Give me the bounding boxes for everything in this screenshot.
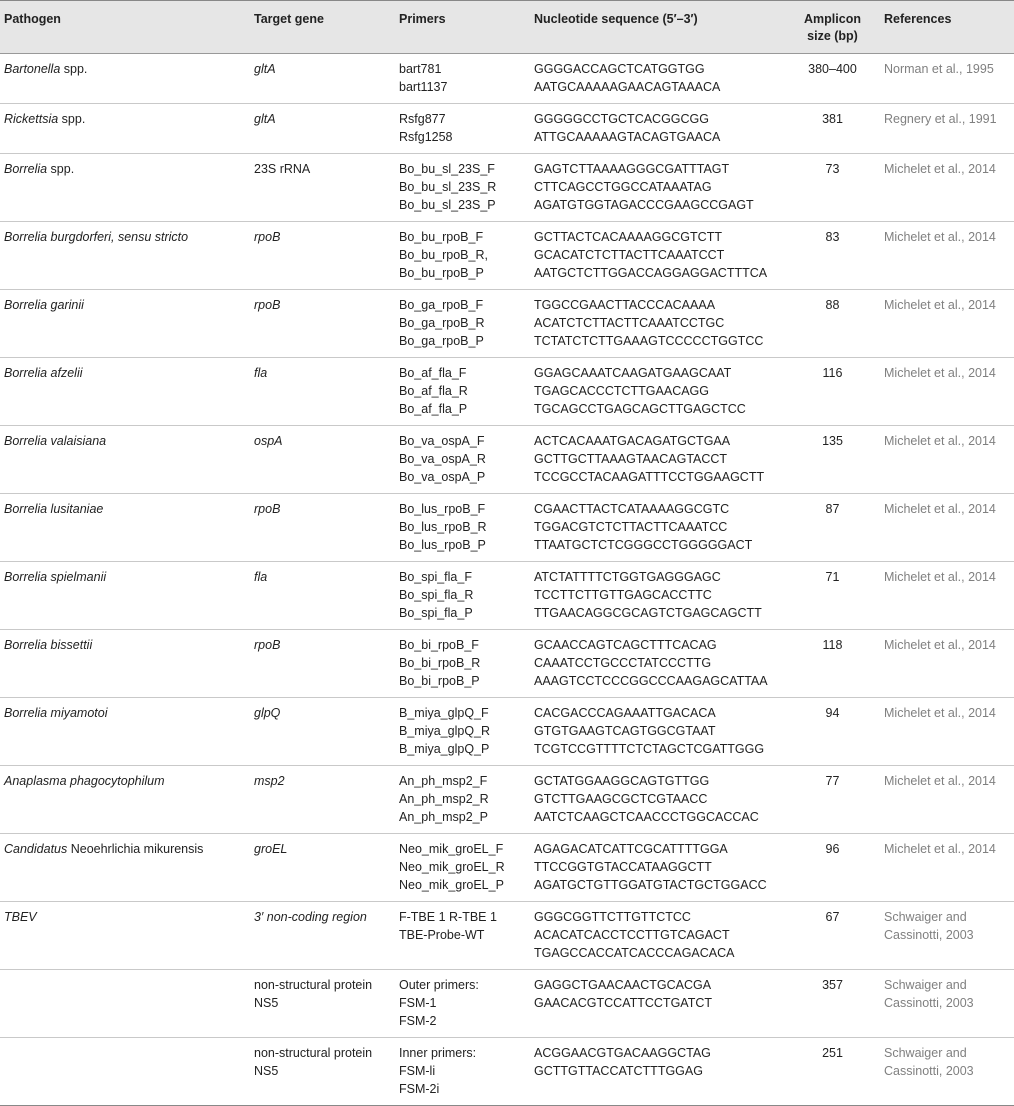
primer-name: Rsfg877 <box>399 112 446 126</box>
primers-cell <box>395 104 530 154</box>
target-gene-cell <box>250 562 395 630</box>
nucleotide-sequence: GCTTGTTACCATCTTTGGAG <box>534 1064 703 1078</box>
nucleotide-sequence: AATCTCAAGCTCAACCCTGGCACCAC <box>534 810 759 824</box>
amplicon-size-cell: 380–400 <box>785 54 880 104</box>
target-gene-cell <box>250 154 395 222</box>
table-row <box>0 766 1014 834</box>
reference-cell: Michelet et al., 2014 <box>880 290 1014 358</box>
primers-cell <box>395 54 530 104</box>
sequence-cell <box>530 358 785 426</box>
nucleotide-sequence: AATGCTCTTGGACCAGGAGGACTTTCA <box>534 266 768 280</box>
sequence-cell <box>530 698 785 766</box>
primers-cell <box>395 698 530 766</box>
nucleotide-sequence: GGGGGCCTGCTCACGGCGG <box>534 112 709 126</box>
target-gene: 23S rRNA <box>254 162 311 176</box>
pathogen-name-italic: Borrelia valaisiana <box>4 434 107 448</box>
primer-name: Bo_va_ospA_R <box>399 452 486 466</box>
target-gene-cell <box>250 426 395 494</box>
target-gene: rpoB <box>254 638 281 652</box>
target-gene: gltA <box>254 112 276 126</box>
header-target-gene: Target gene <box>250 1 395 54</box>
target-gene: rpoB <box>254 298 281 312</box>
primer-name: Bo_bi_rpoB_P <box>399 674 480 688</box>
nucleotide-sequence: TTGAACAGGCGCAGTCTGAGCAGCTT <box>534 606 762 620</box>
primers-cell <box>395 290 530 358</box>
pathogen-name-italic: Borrelia miyamotoi <box>4 706 108 720</box>
nucleotide-sequence: TGGCCGAACTTACCCACAAAA <box>534 298 716 312</box>
reference-cell: Schwaiger and Cassinotti, 2003 <box>880 1038 1014 1106</box>
amplicon-size-cell: 94 <box>785 698 880 766</box>
reference-cell: Michelet et al., 2014 <box>880 222 1014 290</box>
target-gene: 3′ non-coding region <box>254 910 367 924</box>
primers-cell <box>395 426 530 494</box>
primer-name: Inner primers: <box>399 1046 477 1060</box>
sequence-cell <box>530 766 785 834</box>
primer-name: Bo_va_ospA_F <box>399 434 485 448</box>
primer-name: Bo_ga_rpoB_F <box>399 298 484 312</box>
sequence-cell <box>530 104 785 154</box>
table-body <box>0 54 1014 1106</box>
primer-name: Neo_mik_groEL_F <box>399 842 504 856</box>
target-gene: ospA <box>254 434 283 448</box>
pathogen-name-italic: Borrelia garinii <box>4 298 84 312</box>
table-row <box>0 698 1014 766</box>
reference-cell: Michelet et al., 2014 <box>880 358 1014 426</box>
table-row <box>0 426 1014 494</box>
header-amplicon <box>785 1 880 54</box>
primers-cell <box>395 222 530 290</box>
sequence-cell <box>530 834 785 902</box>
sequence-cell <box>530 1038 785 1106</box>
pathogen-name-italic: Rickettsia <box>4 112 59 126</box>
nucleotide-sequence: GAGGCTGAACAACTGCACGA <box>534 978 712 992</box>
table-row <box>0 1038 1014 1106</box>
table-row <box>0 630 1014 698</box>
nucleotide-sequence: TCGTCCGTTTTCTCTAGCTCGATTGGG <box>534 742 765 756</box>
pathogen-cell <box>0 970 250 1038</box>
sequence-cell <box>530 426 785 494</box>
header-sequence: Nucleotide sequence (5′–3′) <box>530 1 785 54</box>
pathogen-cell <box>0 698 250 766</box>
table-row <box>0 970 1014 1038</box>
amplicon-size-cell: 357 <box>785 970 880 1038</box>
pathogen-cell <box>0 494 250 562</box>
nucleotide-sequence: CTTCAGCCTGGCCATAAATAG <box>534 180 712 194</box>
primer-name: FSM-li <box>399 1064 436 1078</box>
amplicon-size-cell: 381 <box>785 104 880 154</box>
nucleotide-sequence: GTGTGAAGTCAGTGGCGTAAT <box>534 724 716 738</box>
pathogen-name-rest: Neoehrlichia mikurensis <box>67 842 204 856</box>
primers-cell <box>395 154 530 222</box>
header-pathogen: Pathogen <box>0 1 250 54</box>
header-amplicon-line2: size (bp) <box>807 29 858 43</box>
amplicon-size-cell: 83 <box>785 222 880 290</box>
nucleotide-sequence: GCAACCAGTCAGCTTTCACAG <box>534 638 717 652</box>
primer-name: Bo_va_ospA_P <box>399 470 486 484</box>
nucleotide-sequence: ATTGCAAAAAGTACAGTGAACA <box>534 130 721 144</box>
table-row <box>0 562 1014 630</box>
nucleotide-sequence: TGAGCCACCATCACCCAGACACA <box>534 946 735 960</box>
pathogen-cell <box>0 290 250 358</box>
primer-name: Bo_bu_rpoB_F <box>399 230 484 244</box>
nucleotide-sequence: GCTTACTCACAAAAGGCGTCTT <box>534 230 722 244</box>
nucleotide-sequence: ACACATCACCTCCTTGTCAGACT <box>534 928 730 942</box>
nucleotide-sequence: TGAGCACCCTCTTGAACAGG <box>534 384 710 398</box>
nucleotide-sequence: AAAGTCCTCCCGGCCCAAGAGCATTAA <box>534 674 768 688</box>
primer-name: Bo_af_fla_P <box>399 402 468 416</box>
nucleotide-sequence: GGGCGGTTCTTGTTCTCC <box>534 910 691 924</box>
pathogen-cell <box>0 902 250 970</box>
target-gene: fla <box>254 570 268 584</box>
target-gene: rpoB <box>254 230 281 244</box>
target-gene-cell <box>250 358 395 426</box>
primer-name: F-TBE 1 R-TBE 1 <box>399 910 497 924</box>
primer-name: Bo_bu_rpoB_R, <box>399 248 488 262</box>
nucleotide-sequence: TGGACGTCTCTTACTTCAAATCC <box>534 520 728 534</box>
table-row <box>0 54 1014 104</box>
reference-cell: Regnery et al., 1991 <box>880 104 1014 154</box>
target-gene: gltA <box>254 62 276 76</box>
reference-cell: Michelet et al., 2014 <box>880 834 1014 902</box>
pathogen-cell <box>0 426 250 494</box>
primer-name: Neo_mik_groEL_P <box>399 878 504 892</box>
primer-name: Bo_bu_sl_23S_P <box>399 198 496 212</box>
primer-name: Neo_mik_groEL_R <box>399 860 505 874</box>
nucleotide-sequence: AGATGTGGTAGACCCGAAGCCGAGT <box>534 198 754 212</box>
target-gene-cell <box>250 222 395 290</box>
primer-name: Rsfg1258 <box>399 130 453 144</box>
table-row <box>0 494 1014 562</box>
pathogen-cell <box>0 562 250 630</box>
nucleotide-sequence: TTAATGCTCTCGGGCCTGGGGGACT <box>534 538 753 552</box>
primer-name: Bo_ga_rpoB_R <box>399 316 485 330</box>
amplicon-size-cell: 135 <box>785 426 880 494</box>
pathogen-cell <box>0 630 250 698</box>
nucleotide-sequence: TGCAGCCTGAGCAGCTTGAGCTCC <box>534 402 746 416</box>
pathogen-cell <box>0 54 250 104</box>
pathogen-cell <box>0 1038 250 1106</box>
sequence-cell <box>530 54 785 104</box>
reference-cell: Michelet et al., 2014 <box>880 494 1014 562</box>
target-gene-cell <box>250 290 395 358</box>
pathogen-name-rest: spp. <box>60 62 88 76</box>
primer-name: An_ph_msp2_P <box>399 810 488 824</box>
nucleotide-sequence: TTCCGGTGTACCATAAGGCTT <box>534 860 712 874</box>
primer-name: Bo_bu_sl_23S_R <box>399 180 497 194</box>
nucleotide-sequence: TCCGCCTACAAGATTTCCTGGAAGCTT <box>534 470 765 484</box>
primer-name: bart781 <box>399 62 442 76</box>
amplicon-size-cell: 96 <box>785 834 880 902</box>
primer-name: An_ph_msp2_F <box>399 774 488 788</box>
target-gene-cell <box>250 970 395 1038</box>
pathogen-name-italic: Borrelia <box>4 162 48 176</box>
nucleotide-sequence: GAACACGTCCATTCCTGATCT <box>534 996 713 1010</box>
nucleotide-sequence: CACGACCCAGAAATTGACACA <box>534 706 716 720</box>
primer-name: TBE-Probe-WT <box>399 928 485 942</box>
sequence-cell <box>530 630 785 698</box>
primer-name: Bo_bu_sl_23S_F <box>399 162 495 176</box>
nucleotide-sequence: TCCTTCTTGTTGAGCACCTTC <box>534 588 712 602</box>
pathogen-name-italic: Borrelia bissettii <box>4 638 93 652</box>
pathogen-name-italic: Borrelia afzelii <box>4 366 83 380</box>
nucleotide-sequence: ATCTATTTTCTGGTGAGGGAGC <box>534 570 721 584</box>
pathogen-cell <box>0 834 250 902</box>
sequence-cell <box>530 970 785 1038</box>
target-gene-cell <box>250 766 395 834</box>
pathogen-name-italic: Borrelia burgdorferi, sensu stricto <box>4 230 189 244</box>
sequence-cell <box>530 154 785 222</box>
target-gene: rpoB <box>254 502 281 516</box>
nucleotide-sequence: GGGGACCAGCTCATGGTGG <box>534 62 705 76</box>
primers-cell <box>395 494 530 562</box>
nucleotide-sequence: GTCTTGAAGCGCTCGTAACC <box>534 792 708 806</box>
target-gene: msp2 <box>254 774 285 788</box>
header-primers: Primers <box>395 1 530 54</box>
reference-cell: Norman et al., 1995 <box>880 54 1014 104</box>
primer-name: Outer primers: <box>399 978 479 992</box>
nucleotide-sequence: AGAGACATCATTCGCATTTTGGA <box>534 842 728 856</box>
sequence-cell <box>530 222 785 290</box>
target-gene-cell <box>250 630 395 698</box>
primer-name: B_miya_glpQ_R <box>399 724 491 738</box>
target-gene: non-structural protein NS5 <box>254 978 373 1010</box>
primer-name: Bo_lus_rpoB_P <box>399 538 486 552</box>
reference-cell: Michelet et al., 2014 <box>880 426 1014 494</box>
table-row <box>0 834 1014 902</box>
table-row <box>0 902 1014 970</box>
reference-cell: Michelet et al., 2014 <box>880 154 1014 222</box>
amplicon-size-cell: 73 <box>785 154 880 222</box>
primer-name: B_miya_glpQ_P <box>399 742 490 756</box>
sequence-cell <box>530 290 785 358</box>
table-row <box>0 290 1014 358</box>
primer-name: Bo_bu_rpoB_P <box>399 266 484 280</box>
primer-name: Bo_spi_fla_P <box>399 606 473 620</box>
primer-name: B_miya_glpQ_F <box>399 706 489 720</box>
target-gene: fla <box>254 366 268 380</box>
header-row <box>0 1 1014 54</box>
amplicon-size-cell: 87 <box>785 494 880 562</box>
pathogen-name-italic: Anaplasma phagocytophilum <box>4 774 165 788</box>
sequence-cell <box>530 902 785 970</box>
amplicon-size-cell: 251 <box>785 1038 880 1106</box>
nucleotide-sequence: AATGCAAAAAGAACAGTAAACA <box>534 80 721 94</box>
primers-cell <box>395 766 530 834</box>
amplicon-size-cell: 116 <box>785 358 880 426</box>
nucleotide-sequence: GCTTGCTTAAAGTAACAGTACCT <box>534 452 728 466</box>
primers-cell <box>395 902 530 970</box>
table-row <box>0 358 1014 426</box>
pathogen-cell <box>0 358 250 426</box>
sequence-cell <box>530 494 785 562</box>
primer-name: Bo_af_fla_F <box>399 366 467 380</box>
amplicon-size-cell: 118 <box>785 630 880 698</box>
target-gene-cell <box>250 104 395 154</box>
primer-name: bart1137 <box>399 80 448 94</box>
nucleotide-sequence: CGAACTTACTCATAAAAGGCGTC <box>534 502 730 516</box>
nucleotide-sequence: GAGTCTTAAAAGGGCGATTTAGT <box>534 162 730 176</box>
primer-name: Bo_lus_rpoB_R <box>399 520 487 534</box>
primer-name: Bo_bi_rpoB_R <box>399 656 481 670</box>
nucleotide-sequence: ACGGAACGTGACAAGGCTAG <box>534 1046 711 1060</box>
table-row <box>0 154 1014 222</box>
reference-cell: Michelet et al., 2014 <box>880 562 1014 630</box>
target-gene-cell <box>250 902 395 970</box>
sequence-cell <box>530 562 785 630</box>
pathogen-cell <box>0 104 250 154</box>
amplicon-size-cell: 77 <box>785 766 880 834</box>
primer-name: FSM-1 <box>399 996 437 1010</box>
target-gene: groEL <box>254 842 288 856</box>
primer-name: Bo_bi_rpoB_F <box>399 638 479 652</box>
primers-cell <box>395 358 530 426</box>
primer-name: Bo_spi_fla_F <box>399 570 472 584</box>
primer-name: Bo_ga_rpoB_P <box>399 334 484 348</box>
nucleotide-sequence: CAAATCCTGCCCTATCCCTTG <box>534 656 712 670</box>
nucleotide-sequence: TCTATCTCTTGAAAGTCCCCCTGGTCC <box>534 334 764 348</box>
primer-name: FSM-2 <box>399 1014 437 1028</box>
primer-name: Bo_spi_fla_R <box>399 588 474 602</box>
primer-name: FSM-2i <box>399 1082 440 1096</box>
nucleotide-sequence: GCACATCTCTTACTTCAAATCCT <box>534 248 725 262</box>
header-amplicon-line1: Amplicon <box>804 12 861 26</box>
header-references: References <box>880 1 1014 54</box>
pathogen-cell <box>0 154 250 222</box>
primer-name: Bo_af_fla_R <box>399 384 468 398</box>
reference-cell: Schwaiger and Cassinotti, 2003 <box>880 902 1014 970</box>
pathogen-name-italic: Borrelia spielmanii <box>4 570 107 584</box>
reference-cell: Schwaiger and Cassinotti, 2003 <box>880 970 1014 1038</box>
pathogen-name-italic: TBEV <box>4 910 37 924</box>
pathogen-cell <box>0 222 250 290</box>
target-gene-cell <box>250 698 395 766</box>
pathogen-name-italic: Borrelia lusitaniae <box>4 502 104 516</box>
target-gene-cell <box>250 54 395 104</box>
primer-name: Bo_lus_rpoB_F <box>399 502 486 516</box>
pathogen-name-italic: Bartonella <box>4 62 61 76</box>
pathogen-name-italic: Candidatus <box>4 842 68 856</box>
primers-cell <box>395 630 530 698</box>
primer-name: An_ph_msp2_R <box>399 792 489 806</box>
target-gene-cell <box>250 1038 395 1106</box>
nucleotide-sequence: GGAGCAAATCAAGATGAAGCAAT <box>534 366 732 380</box>
nucleotide-sequence: AGATGCTGTTGGATGTACTGCTGGACC <box>534 878 767 892</box>
reference-cell: Michelet et al., 2014 <box>880 698 1014 766</box>
reference-cell: Michelet et al., 2014 <box>880 630 1014 698</box>
pathogen-cell <box>0 766 250 834</box>
reference-cell: Michelet et al., 2014 <box>880 766 1014 834</box>
target-gene-cell <box>250 834 395 902</box>
target-gene: glpQ <box>254 706 281 720</box>
pathogen-name-rest: spp. <box>58 112 86 126</box>
target-gene-cell <box>250 494 395 562</box>
nucleotide-sequence: ACTCACAAATGACAGATGCTGAA <box>534 434 731 448</box>
primers-cell <box>395 970 530 1038</box>
amplicon-size-cell: 67 <box>785 902 880 970</box>
amplicon-size-cell: 71 <box>785 562 880 630</box>
target-gene: non-structural protein NS5 <box>254 1046 373 1078</box>
primers-cell <box>395 1038 530 1106</box>
primers-cell <box>395 834 530 902</box>
primers-cell <box>395 562 530 630</box>
nucleotide-sequence: ACATCTCTTACTTCAAATCCTGC <box>534 316 725 330</box>
table-row <box>0 104 1014 154</box>
nucleotide-sequence: GCTATGGAAGGCAGTGTTGG <box>534 774 710 788</box>
amplicon-size-cell: 88 <box>785 290 880 358</box>
table-row <box>0 222 1014 290</box>
pathogen-name-rest: spp. <box>47 162 75 176</box>
